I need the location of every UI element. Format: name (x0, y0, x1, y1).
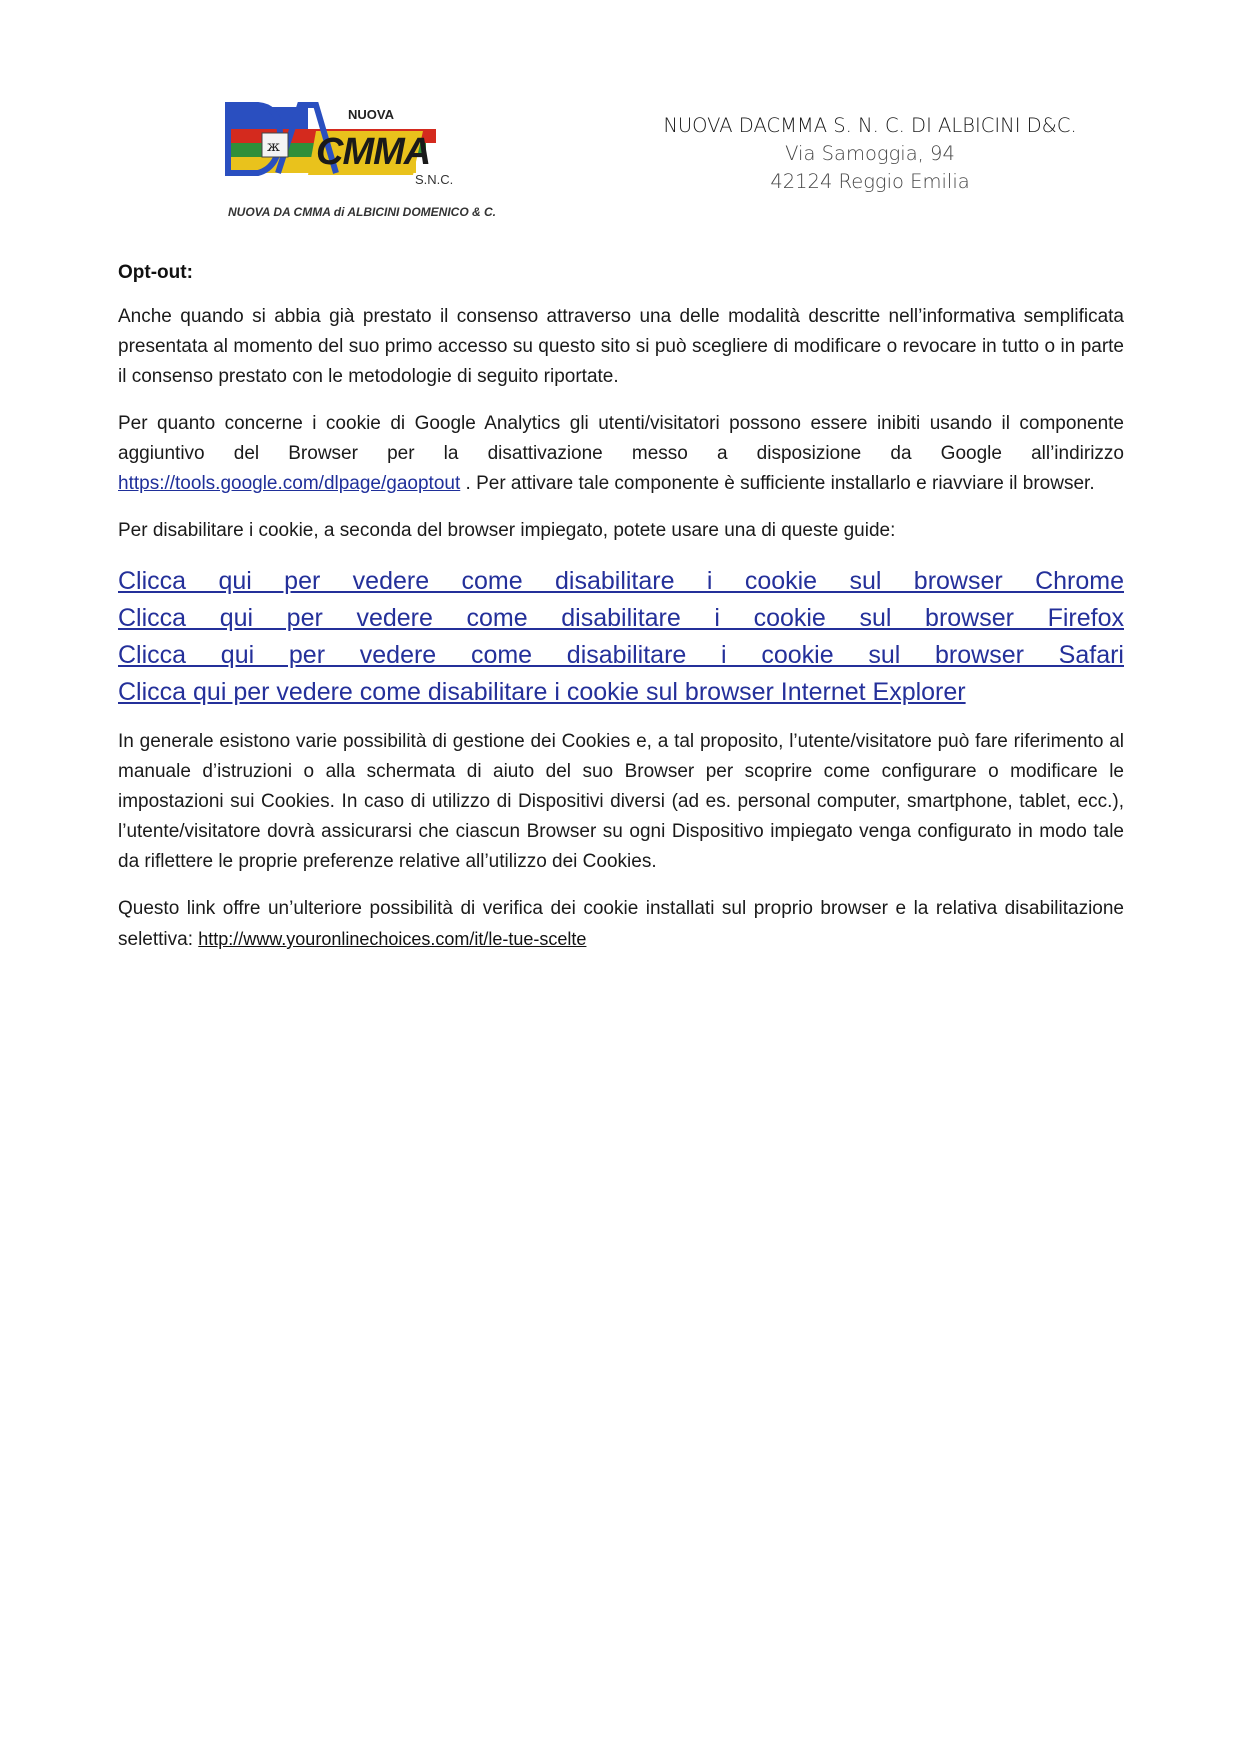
paragraph-youronlinechoices-text: Questo link offre un’ulteriore possibilità di verifica dei cookie installati sul proprio browser e la relativa disabilitazione selettiva: (118, 898, 1124, 950)
paragraph-google-analytics (118, 409, 1124, 499)
guide-link-firefox[interactable]: Clicca qui per vedere come disabilitare i cookie sul browser Firefox (118, 604, 1124, 632)
paragraph-youronlinechoices (118, 894, 1124, 955)
document-body (118, 262, 1124, 972)
guide-link-safari[interactable]: Clicca qui per vedere come disabilitare i cookie sul browser Safari (118, 641, 1124, 669)
paragraph-google-analytics-text-before: Per quanto concerne i cookie di Google Analytics gli utenti/visitatori possono essere inibiti usando il componente aggiuntivo del Browser per la disattivazione messo a disposizione da Google all’indirizzo (118, 413, 1124, 464)
company-logo (218, 95, 512, 225)
google-optout-link[interactable]: https://tools.google.com/dlpage/gaoptout (118, 473, 461, 494)
youronlinechoices-link[interactable]: http://www.youronlinechoices.com/it/le-tue-scelte (198, 929, 587, 949)
logo-snc-text: S.N.C. (415, 172, 454, 187)
paragraph-google-analytics-text-after: . Per attivare tale componente è sufficiente installarlo e riavviare il browser. (460, 473, 1095, 494)
logo-main-text: CMMA (316, 131, 431, 173)
paragraph-guides-intro: Per disabilitare i cookie, a seconda del browser impiegato, potete usare una di queste guide: (118, 520, 896, 541)
address-street: Via Samoggia, 94 (785, 142, 955, 165)
logo-top-text: NUOVA (348, 107, 394, 122)
company-address-block (600, 112, 1140, 196)
company-name: NUOVA DACMMA S. N. C. DI ALBICINI D&C. (663, 114, 1077, 137)
address-city: 42124 Reggio Emilia (770, 170, 970, 193)
logo-caption: NUOVA DA CMMA di ALBICINI DOMENICO & C. (228, 205, 496, 219)
paragraph-general-management: In generale esistono varie possibilità di gestione dei Cookies e, a tal proposito, l’utente/visitatore può fare riferimento al manuale d’istruzioni o alla schermata di aiuto del suo Browser per scoprire come configurare o modificare le impostazioni sui Cookies. In caso di utilizzo di Dispositivi diversi (ad es. personal computer, smartphone, tablet, ecc.), l’utente/visitatore dovrà assicurarsi che ciascun Browser su ogni Dispositivo impiegato venga configurato in modo tale da riflettere le proprie preferenze relative all’utilizzo dei Cookies. (118, 731, 1124, 872)
section-heading: Opt-out: (118, 262, 193, 283)
svg-text:ж: ж (267, 139, 280, 155)
guide-link-internet-explorer[interactable]: Clicca qui per vedere come disabilitare i cookie sul browser Internet Explorer (118, 678, 966, 706)
browser-guides-list (118, 563, 1124, 711)
paragraph-consent: Anche quando si abbia già prestato il consenso attraverso una delle modalità descritte nell’informativa semplificata presentata al momento del suo primo accesso su questo sito si può scegliere di modificare o revocare in tutto o in parte il consenso prestato con le metodologie di seguito riportate. (118, 306, 1124, 387)
guide-link-chrome[interactable]: Clicca qui per vedere come disabilitare i cookie sul browser Chrome (118, 567, 1124, 595)
